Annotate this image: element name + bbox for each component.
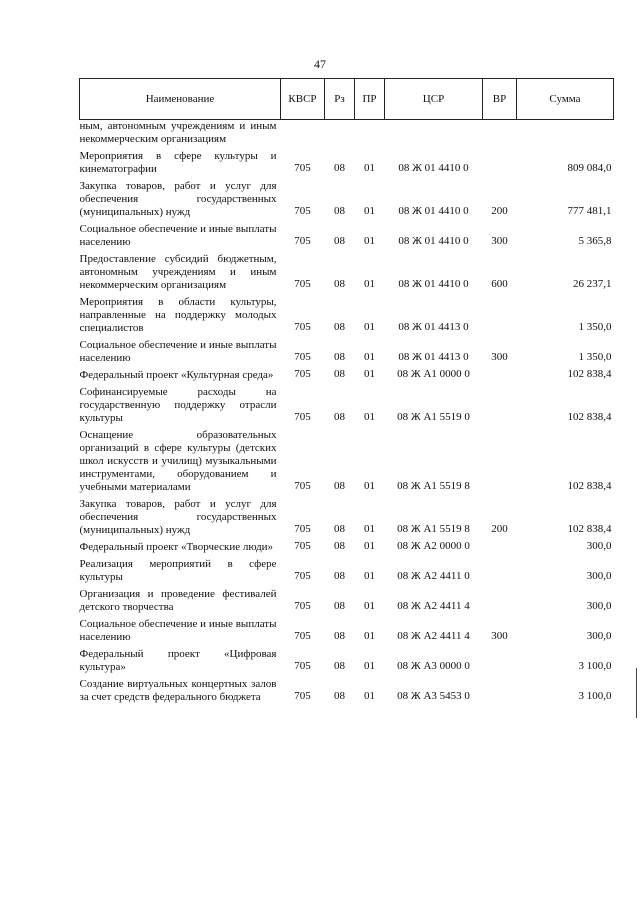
row-sum: 809 084,0 xyxy=(567,162,612,174)
row-sum: 5 365,8 xyxy=(578,235,612,247)
row-name: Социальное обеспечение и иные выплаты населению xyxy=(79,223,277,248)
table-row xyxy=(80,366,614,383)
header-vr: ВР xyxy=(483,79,517,120)
table-body xyxy=(80,120,614,706)
row-kvsr: 705 xyxy=(294,368,311,380)
row-vr xyxy=(483,555,517,585)
row-kvsr: 705 xyxy=(294,600,311,612)
row-vr xyxy=(483,585,517,615)
row-vr xyxy=(483,426,517,495)
row-rz: 08 xyxy=(334,411,345,423)
row-kvsr: 705 xyxy=(294,630,311,642)
table-row xyxy=(80,538,614,555)
row-vr: 200 xyxy=(491,205,508,217)
row-name: Реализация мероприятий в сфере культуры xyxy=(79,558,277,583)
table-row xyxy=(80,250,614,293)
row-vr xyxy=(483,383,517,426)
row-pr: 01 xyxy=(364,278,375,290)
row-kvsr: 705 xyxy=(294,235,311,247)
budget-table xyxy=(79,78,614,705)
row-name: Федеральный проект «Творческие люди» xyxy=(79,541,274,553)
row-name: Федеральный проект «Культурная среда» xyxy=(79,369,274,381)
row-rz: 08 xyxy=(334,630,345,642)
row-rz: 08 xyxy=(334,235,345,247)
row-sum: 102 838,4 xyxy=(567,368,612,380)
row-pr xyxy=(355,120,385,148)
row-name: Оснащение образовательных организаций в сфере культуры (детских школ искусств и училищ) музыкальными инструментами, оборудованием и учебными материалами xyxy=(79,429,277,493)
row-kvsr: 705 xyxy=(294,523,311,535)
table-row xyxy=(80,426,614,495)
row-csr xyxy=(385,120,483,148)
row-sum: 300,0 xyxy=(586,630,612,642)
table-header xyxy=(80,79,614,120)
row-sum xyxy=(517,120,614,148)
row-vr xyxy=(483,366,517,383)
row-kvsr: 705 xyxy=(294,540,311,552)
row-rz: 08 xyxy=(334,570,345,582)
row-vr: 300 xyxy=(491,630,508,642)
row-csr: 08 Ж 01 4410 0 xyxy=(398,205,469,217)
table-row xyxy=(80,495,614,538)
row-rz: 08 xyxy=(334,523,345,535)
row-pr: 01 xyxy=(364,660,375,672)
table-row xyxy=(80,615,614,645)
row-vr xyxy=(483,645,517,675)
row-csr: 08 Ж 01 4413 0 xyxy=(398,351,469,363)
row-name: Мероприятия в сфере культуры и кинематографии xyxy=(79,150,277,175)
row-vr xyxy=(483,675,517,705)
row-name: Организация и проведение фестивалей детского творчества xyxy=(79,588,277,613)
row-vr: 600 xyxy=(491,278,508,290)
row-rz: 08 xyxy=(334,540,345,552)
header-name: Наименование xyxy=(80,79,281,120)
row-pr: 01 xyxy=(364,162,375,174)
table-row xyxy=(80,120,614,148)
row-csr: 08 Ж А3 5453 0 xyxy=(397,690,470,702)
row-kvsr xyxy=(281,120,325,148)
table-row xyxy=(80,177,614,220)
row-name: Мероприятия в области культуры, направленные на поддержку молодых специалистов xyxy=(79,296,277,334)
row-sum: 102 838,4 xyxy=(567,480,612,492)
row-pr: 01 xyxy=(364,205,375,217)
table-row xyxy=(80,645,614,675)
row-csr: 08 Ж 01 4410 0 xyxy=(398,162,469,174)
row-vr: 200 xyxy=(491,523,508,535)
row-kvsr: 705 xyxy=(294,660,311,672)
header-pr: ПР xyxy=(355,79,385,120)
table-row xyxy=(80,147,614,177)
row-vr xyxy=(483,538,517,555)
row-name: ным, автономным учреждениям и иным некоммерческим организациям xyxy=(79,120,277,145)
scan-edge-mark xyxy=(636,668,637,718)
row-rz: 08 xyxy=(334,690,345,702)
row-vr: 300 xyxy=(491,235,508,247)
row-csr: 08 Ж 01 4410 0 xyxy=(398,235,469,247)
row-name: Создание виртуальных концертных залов за счет средств федерального бюджета xyxy=(79,678,277,703)
row-pr: 01 xyxy=(364,235,375,247)
row-pr: 01 xyxy=(364,600,375,612)
row-csr: 08 Ж А1 5519 0 xyxy=(397,411,470,423)
row-csr: 08 Ж А2 4411 4 xyxy=(397,630,470,642)
row-kvsr: 705 xyxy=(294,162,311,174)
row-rz: 08 xyxy=(334,162,345,174)
row-csr: 08 Ж 01 4410 0 xyxy=(398,278,469,290)
row-kvsr: 705 xyxy=(294,321,311,333)
row-csr: 08 Ж А1 0000 0 xyxy=(397,368,470,380)
row-rz xyxy=(325,120,355,148)
row-csr: 08 Ж А2 4411 4 xyxy=(397,600,470,612)
row-kvsr: 705 xyxy=(294,570,311,582)
row-rz: 08 xyxy=(334,480,345,492)
row-sum: 1 350,0 xyxy=(578,321,612,333)
row-pr: 01 xyxy=(364,630,375,642)
row-name: Федеральный проект «Цифровая культура» xyxy=(79,648,277,673)
row-rz: 08 xyxy=(334,351,345,363)
row-vr xyxy=(483,120,517,148)
row-csr: 08 Ж А2 4411 0 xyxy=(397,570,470,582)
row-sum: 102 838,4 xyxy=(567,411,612,423)
row-csr: 08 Ж А3 0000 0 xyxy=(397,660,470,672)
row-pr: 01 xyxy=(364,368,375,380)
header-csr: ЦСР xyxy=(385,79,483,120)
page-number: 47 xyxy=(314,57,326,71)
row-name: Социальное обеспечение и иные выплаты населению xyxy=(79,618,277,643)
row-pr: 01 xyxy=(364,570,375,582)
row-pr: 01 xyxy=(364,411,375,423)
row-name: Закупка товаров, работ и услуг для обеспечения государственных (муниципальных) нужд xyxy=(79,180,277,218)
row-pr: 01 xyxy=(364,351,375,363)
row-sum: 26 237,1 xyxy=(573,278,612,290)
row-pr: 01 xyxy=(364,480,375,492)
table-row xyxy=(80,336,614,366)
row-rz: 08 xyxy=(334,600,345,612)
row-kvsr: 705 xyxy=(294,690,311,702)
row-sum: 3 100,0 xyxy=(578,690,612,702)
table-row xyxy=(80,293,614,336)
row-rz: 08 xyxy=(334,368,345,380)
row-sum: 1 350,0 xyxy=(578,351,612,363)
table-row xyxy=(80,675,614,705)
row-vr xyxy=(483,293,517,336)
table-row xyxy=(80,220,614,250)
table-row xyxy=(80,555,614,585)
row-csr: 08 Ж А1 5519 8 xyxy=(397,523,470,535)
row-name: Софинансируемые расходы на государственную поддержку отрасли культуры xyxy=(79,386,277,424)
row-sum: 777 481,1 xyxy=(567,205,612,217)
table-row xyxy=(80,383,614,426)
table-row xyxy=(80,585,614,615)
header-kvsr: КВСР xyxy=(281,79,325,120)
row-pr: 01 xyxy=(364,321,375,333)
row-rz: 08 xyxy=(334,321,345,333)
row-pr: 01 xyxy=(364,540,375,552)
row-name: Закупка товаров, работ и услуг для обеспечения государственных (муниципальных) нужд xyxy=(79,498,277,536)
row-pr: 01 xyxy=(364,690,375,702)
row-rz: 08 xyxy=(334,660,345,672)
row-kvsr: 705 xyxy=(294,480,311,492)
row-kvsr: 705 xyxy=(294,278,311,290)
row-sum: 300,0 xyxy=(586,600,612,612)
row-sum: 300,0 xyxy=(586,570,612,582)
row-name: Социальное обеспечение и иные выплаты населению xyxy=(79,339,277,364)
row-kvsr: 705 xyxy=(294,411,311,423)
row-pr: 01 xyxy=(364,523,375,535)
row-vr xyxy=(483,147,517,177)
header-sum: Сумма xyxy=(517,79,614,120)
row-vr: 300 xyxy=(491,351,508,363)
row-csr: 08 Ж А1 5519 8 xyxy=(397,480,470,492)
row-csr: 08 Ж А2 0000 0 xyxy=(397,540,470,552)
row-kvsr: 705 xyxy=(294,351,311,363)
row-sum: 300,0 xyxy=(586,540,612,552)
row-kvsr: 705 xyxy=(294,205,311,217)
header-rz: Рз xyxy=(325,79,355,120)
row-name: Предоставление субсидий бюджетным, автономным учреждениям и иным некоммерческим организациям xyxy=(79,253,277,291)
row-sum: 102 838,4 xyxy=(567,523,612,535)
row-sum: 3 100,0 xyxy=(578,660,612,672)
row-csr: 08 Ж 01 4413 0 xyxy=(398,321,469,333)
row-rz: 08 xyxy=(334,205,345,217)
row-rz: 08 xyxy=(334,278,345,290)
